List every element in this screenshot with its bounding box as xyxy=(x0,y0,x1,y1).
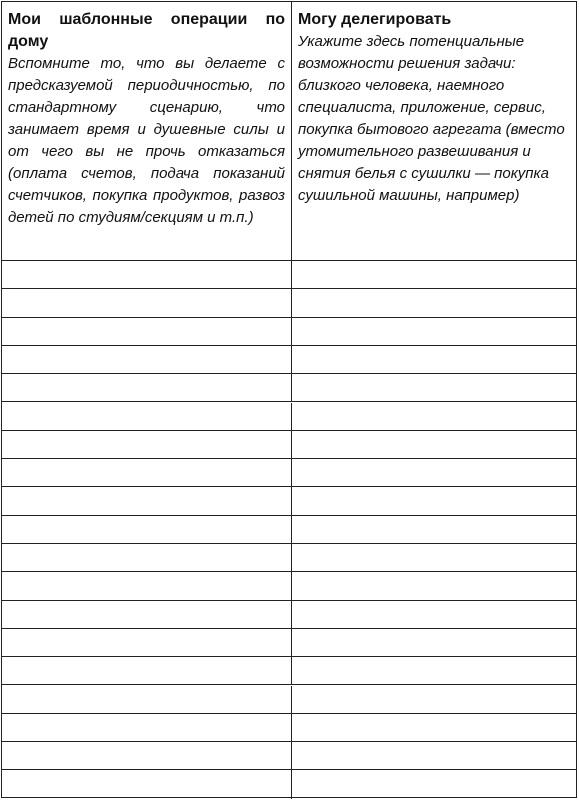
table-cell-delegation-option[interactable] xyxy=(292,516,577,543)
table-cell-routine-operation[interactable] xyxy=(2,742,291,769)
table-cell-routine-operation[interactable] xyxy=(2,374,291,401)
table-cell-delegation-option[interactable] xyxy=(292,657,577,684)
table-header-row xyxy=(2,2,576,261)
table-cell-routine-operation[interactable] xyxy=(2,346,291,373)
column-title-can-delegate: Могу делегировать xyxy=(298,11,452,28)
table-row xyxy=(2,544,576,572)
table-cell-delegation-option[interactable] xyxy=(292,487,577,514)
table-cell-routine-operation[interactable] xyxy=(2,686,291,713)
column-description-can-delegate: Укажите здесь потенциальные возможности решения задачи: близкого человека, наемного специалиста, приложение, сервис, покупка бытового агрегата (вместо утомительного развешивания и снятия белья с сушилки — покупка сушильной машины, например) xyxy=(298,33,565,204)
table-row xyxy=(2,629,576,657)
header-cell-can-delegate xyxy=(292,2,577,207)
table-cell-delegation-option[interactable] xyxy=(292,686,577,713)
table-cell-delegation-option[interactable] xyxy=(292,572,577,599)
table-row xyxy=(2,686,576,714)
table-cell-routine-operation[interactable] xyxy=(2,657,291,684)
table-row xyxy=(2,657,576,685)
table-cell-delegation-option[interactable] xyxy=(292,742,577,769)
table-cell-delegation-option[interactable] xyxy=(292,289,577,316)
table-cell-delegation-option[interactable] xyxy=(292,714,577,741)
table-cell-routine-operation[interactable] xyxy=(2,431,291,458)
table-cell-delegation-option[interactable] xyxy=(292,261,577,288)
table-cell-delegation-option[interactable] xyxy=(292,601,577,628)
column-description-routine-operations: Вспомните то, что вы делаете с предсказуемой периодичностью, по стандартному сценарию, что занимает время и душевные силы и от чего вы не прочь отказаться (оплата счетов, подача показаний счетчиков, покупка продуктов, развоз детей по студиям/секциям и т.п.) xyxy=(8,55,285,226)
table-row xyxy=(2,346,576,374)
table-cell-routine-operation[interactable] xyxy=(2,601,291,628)
table-cell-delegation-option[interactable] xyxy=(292,544,577,571)
table-cell-routine-operation[interactable] xyxy=(2,544,291,571)
table-cell-delegation-option[interactable] xyxy=(292,374,577,401)
table-cell-routine-operation[interactable] xyxy=(2,289,291,316)
table-row xyxy=(2,289,576,317)
table-cell-routine-operation[interactable] xyxy=(2,770,291,798)
table-row xyxy=(2,714,576,742)
table-cell-routine-operation[interactable] xyxy=(2,516,291,543)
table-row xyxy=(2,318,576,346)
table-cell-delegation-option[interactable] xyxy=(292,403,577,430)
table-cell-routine-operation[interactable] xyxy=(2,318,291,345)
table-cell-routine-operation[interactable] xyxy=(2,487,291,514)
table-row xyxy=(2,487,576,515)
table-row xyxy=(2,459,576,487)
header-cell-routine-operations xyxy=(2,2,291,229)
table-row xyxy=(2,516,576,544)
table-body xyxy=(2,261,576,799)
table-cell-routine-operation[interactable] xyxy=(2,459,291,486)
table-cell-routine-operation[interactable] xyxy=(2,714,291,741)
table-cell-routine-operation[interactable] xyxy=(2,572,291,599)
column-title-routine-operations: Мои шаблонные операции по дому xyxy=(8,11,285,50)
table-row xyxy=(2,374,576,402)
delegation-worksheet-table xyxy=(1,1,577,798)
table-row xyxy=(2,742,576,770)
table-cell-routine-operation[interactable] xyxy=(2,261,291,288)
table-row xyxy=(2,770,576,798)
table-cell-delegation-option[interactable] xyxy=(292,459,577,486)
table-cell-delegation-option[interactable] xyxy=(292,431,577,458)
table-row xyxy=(2,261,576,289)
table-cell-routine-operation[interactable] xyxy=(2,629,291,656)
table-cell-delegation-option[interactable] xyxy=(292,629,577,656)
table-cell-delegation-option[interactable] xyxy=(292,346,577,373)
table-row xyxy=(2,601,576,629)
table-row xyxy=(2,403,576,431)
table-cell-routine-operation[interactable] xyxy=(2,403,291,430)
table-row xyxy=(2,431,576,459)
table-row xyxy=(2,572,576,600)
table-cell-delegation-option[interactable] xyxy=(292,318,577,345)
table-cell-delegation-option[interactable] xyxy=(292,770,577,798)
